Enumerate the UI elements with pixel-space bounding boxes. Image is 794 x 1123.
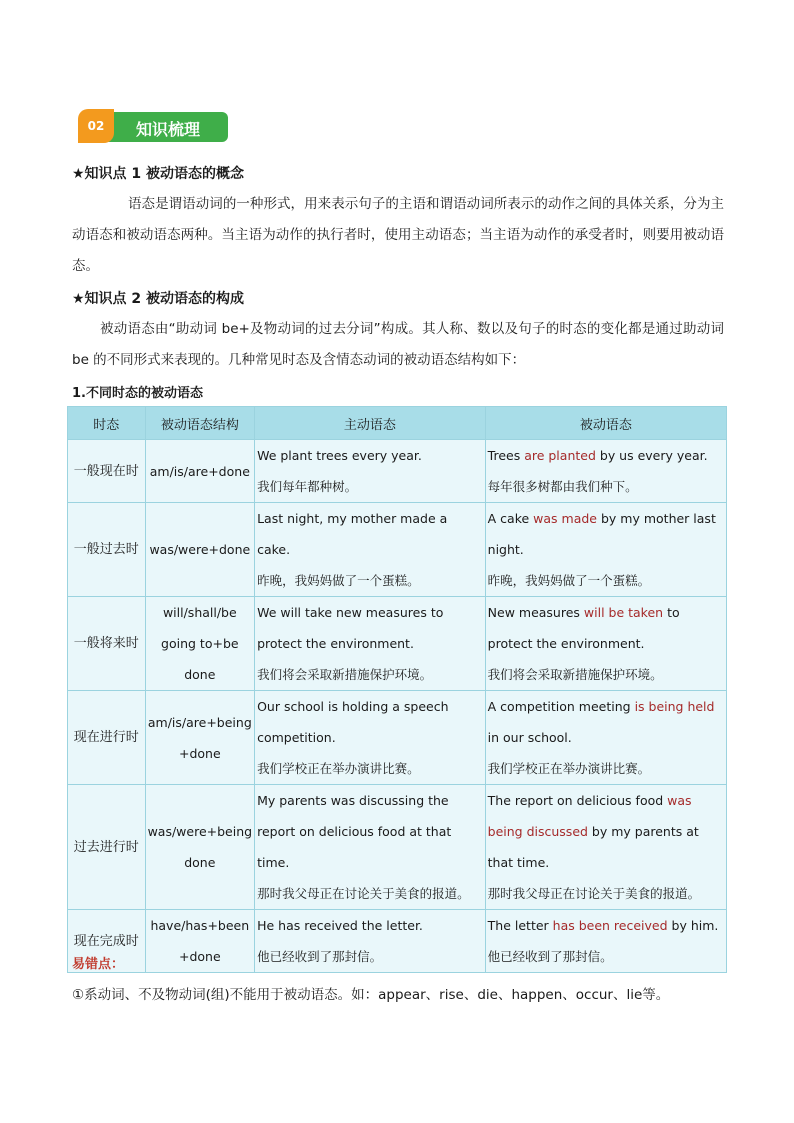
- passive-pre: A cake: [487, 511, 534, 526]
- table-row: [68, 503, 727, 597]
- structure-line: have/has+been: [150, 918, 250, 933]
- structure-line: am/is/are+being: [147, 714, 252, 730]
- passive-pre: The report on delicious food: [487, 793, 668, 808]
- active-cell: [255, 597, 486, 691]
- structure-line: was/were+being: [147, 824, 253, 839]
- passive-cell: [485, 597, 726, 691]
- passive-cn: 那时我父母正在讨论关于美食的报道。: [487, 886, 701, 901]
- banner-title: 知识梳理: [136, 120, 201, 139]
- structure-cell: [145, 785, 255, 910]
- passive-cell: [485, 910, 726, 973]
- tense-cell: 过去进行时: [68, 785, 146, 910]
- table-row: [68, 910, 727, 973]
- structure-line: +done: [178, 949, 221, 964]
- active-cell: [255, 503, 486, 597]
- tense-cell: 一般过去时: [68, 503, 146, 597]
- passive-cell: [485, 440, 726, 503]
- kp1-heading: ★知识点 1 被动语态的概念: [72, 166, 245, 182]
- structure-line: done: [184, 855, 216, 870]
- active-cell: [255, 785, 486, 910]
- active-en: Our school is holding a speech competition.: [257, 699, 449, 745]
- passive-pre: A competition meeting: [487, 699, 635, 714]
- tense-cell: 一般将来时: [68, 597, 146, 691]
- passive-en: [488, 785, 724, 878]
- table-row: [68, 785, 727, 910]
- passive-post: by my mother last night.: [487, 511, 716, 557]
- table-row: [68, 597, 727, 691]
- active-cn: 他已经收到了那封信。: [257, 949, 383, 964]
- passive-verb: will be taken: [583, 605, 664, 620]
- active-cn: 我们学校正在举办演讲比赛。: [257, 761, 420, 776]
- table-header-row: [68, 407, 727, 440]
- passive-verb: is being held: [634, 699, 715, 714]
- structure-cell: [145, 597, 255, 691]
- passive-en: [488, 597, 724, 659]
- passive-verb: was made: [533, 511, 598, 526]
- passive-post: to protect the environment.: [487, 605, 680, 651]
- active-cn: 我们每年都种树。: [257, 479, 358, 494]
- structure-cell: [145, 440, 255, 503]
- structure-line: +done: [178, 745, 221, 761]
- passive-pre: Trees: [487, 448, 525, 463]
- passive-voice-table: [67, 406, 727, 973]
- table-row: [68, 691, 727, 785]
- col-header-tense: 时态: [68, 407, 146, 440]
- structure-cell: [145, 503, 255, 597]
- banner-number: 02: [78, 109, 114, 143]
- passive-cn: 他已经收到了那封信。: [487, 949, 613, 964]
- kp2-heading: ★知识点 2 被动语态的构成: [72, 291, 245, 307]
- active-en: We will take new measures to protect the environment.: [257, 605, 444, 651]
- active-cell: [255, 440, 486, 503]
- structure-cell: [145, 910, 255, 973]
- structure-line: will/shall/be: [162, 605, 237, 620]
- passive-cell: [485, 691, 726, 785]
- active-en: He has received the letter.: [257, 918, 423, 933]
- passive-post: by us every year.: [595, 448, 708, 463]
- tense-cell: 现在完成时: [68, 910, 146, 973]
- tense-cell: 一般现在时: [68, 440, 146, 503]
- passive-cell: [485, 785, 726, 910]
- col-header-structure: 被动语态结构: [145, 407, 255, 440]
- passive-cn: 我们学校正在举办演讲比赛。: [487, 761, 651, 776]
- passive-en: [488, 910, 724, 941]
- table-row: [68, 440, 727, 503]
- col-header-active: 主动语态: [255, 407, 486, 440]
- passive-en: [488, 503, 724, 565]
- passive-en: [488, 691, 724, 753]
- active-cell: [255, 691, 486, 785]
- passive-cn: 每年很多树都由我们种下。: [487, 479, 638, 494]
- kp1-text: 语态是谓语动词的一种形式，用来表示句子的主语和谓语动词所表示的动作之间的具体关系，分为主动语态和被动语态两种。当主语为动作的执行者时，使用主动语态；当主语为动作的承受者时，则要用被动语态。: [72, 196, 724, 274]
- passive-pre: New measures: [487, 605, 584, 620]
- passive-post: by him.: [667, 918, 719, 933]
- section1-heading: 1.不同时态的被动语态: [72, 386, 203, 401]
- passive-verb: are planted: [524, 448, 596, 463]
- active-cn: 我们将会采取新措施保护环境。: [257, 667, 433, 682]
- active-cn: 那时我父母正在讨论关于美食的报道。: [257, 886, 470, 901]
- tense-cell: 现在进行时: [68, 691, 146, 785]
- structure-line: going to+be done: [161, 636, 239, 682]
- structure-cell: [145, 691, 255, 785]
- active-cell: [255, 910, 486, 973]
- col-header-passive: 被动语态: [485, 407, 726, 440]
- active-en: Last night, my mother made a cake.: [257, 511, 448, 557]
- active-en: My parents was discussing the report on delicious food at that time.: [257, 793, 452, 870]
- passive-cn: 我们将会采取新措施保护环境。: [487, 667, 663, 682]
- section-banner: [78, 109, 228, 143]
- structure-line: am/is/are+done: [149, 463, 250, 479]
- structure-line: was/were+done: [149, 542, 251, 557]
- passive-post: in our school.: [487, 730, 572, 745]
- warning-note: ①系动词、不及物动词(组)不能用于被动语态。如：appear、rise、die、happen、occur、lie等。: [72, 987, 670, 1003]
- kp2-text: 被动语态由“助动词 be+及物动词的过去分词”构成。其人称、数以及句子的时态的变化都是通过助动词 be 的不同形式来表现的。几种常见时态及含情态动词的被动语态结构如下：: [72, 321, 724, 368]
- warning-label: 易错点：: [72, 957, 125, 972]
- banner-bar: [106, 112, 228, 142]
- passive-pre: The letter: [487, 918, 553, 933]
- passive-cell: [485, 503, 726, 597]
- passive-post: by my parents at that time.: [487, 824, 699, 870]
- active-en: We plant trees every year.: [257, 448, 422, 463]
- passive-cn: 昨晚，我妈妈做了一个蛋糕。: [487, 573, 651, 588]
- active-cn: 昨晚，我妈妈做了一个蛋糕。: [257, 573, 420, 588]
- passive-verb: was being discussed: [487, 793, 692, 839]
- passive-verb: has been received: [552, 918, 668, 933]
- passive-en: [488, 440, 724, 471]
